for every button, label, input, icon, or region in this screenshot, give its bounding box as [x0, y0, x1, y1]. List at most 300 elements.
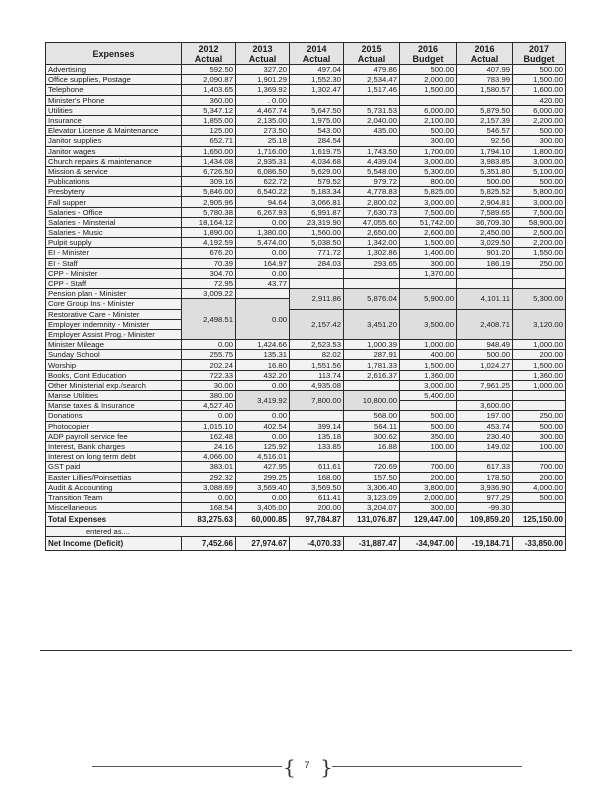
table-row — [46, 350, 566, 360]
row-label: Interest, Bank charges — [46, 441, 182, 451]
table-row — [46, 391, 566, 401]
row-label: Minister Mileage — [46, 340, 182, 350]
cell-value: 300.00 — [400, 503, 457, 513]
cell-value: 125.00 — [182, 126, 236, 136]
cell-value: 5,300.00 — [400, 166, 457, 176]
cell-value: 5,474.00 — [236, 238, 290, 248]
cell-value: 287.91 — [344, 350, 400, 360]
cell-value: 3,000.00 — [400, 380, 457, 390]
cell-value: 133.85 — [290, 441, 344, 451]
row-label: Employer Assist Prog.- Minister — [46, 329, 182, 339]
cell-value: 5,900.00 — [400, 289, 457, 309]
table-row — [46, 431, 566, 441]
table-row — [46, 268, 566, 278]
cell-value: 6,540.22 — [236, 187, 290, 197]
cell-value: 2,100.00 — [400, 115, 457, 125]
cell-value: 3,009.22 — [182, 289, 236, 299]
cell-value — [290, 452, 344, 462]
row-label: Office supplies, Postage — [46, 75, 182, 85]
cell-value: 622.72 — [236, 177, 290, 187]
cell-value: 5,780.38 — [182, 207, 236, 217]
cell-value: 0.00 — [182, 411, 236, 421]
total-row — [46, 513, 566, 527]
cell-value: 6,000.00 — [400, 105, 457, 115]
cell-value: 168.54 — [182, 503, 236, 513]
cell-value: 5,351.80 — [457, 166, 513, 176]
cell-value: 300.00 — [400, 136, 457, 146]
cell-value: 611.61 — [290, 462, 344, 472]
cell-value: 1,580.57 — [457, 85, 513, 95]
cell-value: 3,000.00 — [513, 156, 566, 166]
cell-value: 2,200.00 — [513, 115, 566, 125]
cell-value — [457, 391, 513, 401]
cell-value: 901.20 — [457, 248, 513, 258]
cell-value: 327.20 — [236, 65, 290, 75]
cell-value — [344, 278, 400, 288]
cell-value: 5,038.50 — [290, 238, 344, 248]
cell-value: 300.00 — [513, 136, 566, 146]
cell-value: 1,975.00 — [290, 115, 344, 125]
cell-value: 500.00 — [513, 177, 566, 187]
cell-value: 4,935.08 — [290, 380, 344, 390]
cell-value: 200.00 — [513, 472, 566, 482]
table-row — [46, 441, 566, 451]
cell-value: 1,000.00 — [513, 380, 566, 390]
row-label: Minister's Phone — [46, 95, 182, 105]
cell-value: 1,500.00 — [400, 360, 457, 370]
cell-value: 402.54 — [236, 421, 290, 431]
cell-value: 350.00 — [400, 431, 457, 441]
cell-value: 1,400.00 — [400, 248, 457, 258]
cell-value: 546.57 — [457, 126, 513, 136]
cell-value: 200.00 — [513, 350, 566, 360]
cell-value — [290, 278, 344, 288]
cell-value: 2,534.47 — [344, 75, 400, 85]
cell-value: 149.02 — [457, 441, 513, 451]
cell-value: 0.00 — [182, 492, 236, 502]
cell-value: 1,302.86 — [344, 248, 400, 258]
cell-value: 5,629.00 — [290, 166, 344, 176]
footer-brace-right: } — [320, 755, 333, 779]
cell-value: 0.00 — [236, 268, 290, 278]
cell-value: 5,846.00 — [182, 187, 236, 197]
cell-value: 500.00 — [513, 65, 566, 75]
row-label: Donations — [46, 411, 182, 421]
cell-value: 3,029.50 — [457, 238, 513, 248]
cell-value: 1,650.00 — [182, 146, 236, 156]
cell-value: 3,983.85 — [457, 156, 513, 166]
cell-value: 1,700.00 — [400, 146, 457, 156]
cell-value: 43.77 — [236, 278, 290, 288]
cell-value: 7,589.65 — [457, 207, 513, 217]
cell-value: -99.30 — [457, 503, 513, 513]
row-label: Pension plan - Minister — [46, 289, 182, 299]
cell-value: 3,600.00 — [457, 401, 513, 411]
cell-value: 200.00 — [290, 503, 344, 513]
page-footer — [0, 755, 612, 779]
row-label: Audit & Accounting — [46, 482, 182, 492]
cell-value: 1,380.00 — [236, 228, 290, 238]
cell-value: 135.31 — [236, 350, 290, 360]
cell-value: 400.00 — [400, 350, 457, 360]
cell-value: 611.41 — [290, 492, 344, 502]
table-row — [46, 207, 566, 217]
cell-value: 3,569.50 — [290, 482, 344, 492]
table-row — [46, 278, 566, 288]
cell-value: 2,904.81 — [457, 197, 513, 207]
cell-value: 58,900.00 — [513, 217, 566, 227]
header-col-3: 2014 Actual — [290, 43, 344, 65]
cell-value: 255.75 — [182, 350, 236, 360]
cell-value: 1,000.39 — [344, 340, 400, 350]
table-row — [46, 472, 566, 482]
table-row — [46, 228, 566, 238]
total-label: Total Expenses — [46, 513, 182, 527]
cell-value: 2,408.71 — [457, 309, 513, 340]
cell-value: 5,100.00 — [513, 166, 566, 176]
row-label: Transition Team — [46, 492, 182, 502]
cell-value: 1,403.65 — [182, 85, 236, 95]
header-col-2: 2013 Actual — [236, 43, 290, 65]
row-label: Church repairs & maintenance — [46, 156, 182, 166]
cell-value: 500.00 — [457, 177, 513, 187]
cell-value: 100.00 — [400, 441, 457, 451]
row-label: Salaries - Music — [46, 228, 182, 238]
entered-as-label: entered as.... — [46, 527, 566, 537]
cell-value: 6,726.50 — [182, 166, 236, 176]
cell-value: 2,523.53 — [290, 340, 344, 350]
total-value: 109,859.20 — [457, 513, 513, 527]
table-row — [46, 452, 566, 462]
cell-value: 407.99 — [457, 65, 513, 75]
cell-value: 24.16 — [182, 441, 236, 451]
table-row — [46, 136, 566, 146]
row-label: Manse Utilities — [46, 391, 182, 401]
cell-value: 135.18 — [290, 431, 344, 441]
cell-value: 360.00 — [182, 95, 236, 105]
table-row — [46, 146, 566, 156]
cell-value: 1,901.29 — [236, 75, 290, 85]
cell-value: 1,302.47 — [290, 85, 344, 95]
cell-value: 1,424.66 — [236, 340, 290, 350]
cell-value — [290, 411, 344, 421]
cell-value — [400, 401, 457, 411]
cell-value — [400, 95, 457, 105]
cell-value: 30.00 — [182, 380, 236, 390]
cell-value: 47,055.60 — [344, 217, 400, 227]
cell-value: 2,157.39 — [457, 115, 513, 125]
cell-value: 617.33 — [457, 462, 513, 472]
cell-value: 1,500.00 — [400, 238, 457, 248]
footer-line-right — [332, 766, 522, 767]
cell-value — [236, 289, 290, 299]
net-income-value: 27,974.67 — [236, 537, 290, 551]
net-income-value: -34,947.00 — [400, 537, 457, 551]
cell-value: 0.00 — [236, 411, 290, 421]
table-row — [46, 105, 566, 115]
header-row — [46, 43, 566, 65]
cell-value: 23,319.90 — [290, 217, 344, 227]
cell-value: 3,000.00 — [513, 197, 566, 207]
cell-value: 722.33 — [182, 370, 236, 380]
table-row — [46, 238, 566, 248]
cell-value: 7,500.00 — [400, 207, 457, 217]
row-label: Books, Cont Education — [46, 370, 182, 380]
row-label: Sunday School — [46, 350, 182, 360]
total-value: 83,275.63 — [182, 513, 236, 527]
cell-value — [344, 95, 400, 105]
cell-value — [513, 452, 566, 462]
row-label: Photocopier — [46, 421, 182, 431]
cell-value: 435.00 — [344, 126, 400, 136]
footer-line-left — [92, 766, 282, 767]
cell-value: 5,825.52 — [457, 187, 513, 197]
cell-value: 543.00 — [290, 126, 344, 136]
cell-value: 500.00 — [513, 421, 566, 431]
cell-value: 299.25 — [236, 472, 290, 482]
total-value: 97,784.87 — [290, 513, 344, 527]
cell-value: 2,135.00 — [236, 115, 290, 125]
row-label: Manse taxes & Insurance — [46, 401, 182, 411]
header-col-6: 2016 Actual — [457, 43, 513, 65]
cell-value: 3,204.07 — [344, 503, 400, 513]
cell-value — [513, 268, 566, 278]
cell-value: 5,879.50 — [457, 105, 513, 115]
cell-value: 1,500.00 — [513, 75, 566, 85]
cell-value — [290, 268, 344, 278]
cell-value: . 0.00 — [236, 95, 290, 105]
cell-value: 4,527.40 — [182, 401, 236, 411]
cell-value: 3,451.20 — [344, 309, 400, 340]
cell-value: 783.99 — [457, 75, 513, 85]
row-label: CPP - Minister — [46, 268, 182, 278]
cell-value: 380.00 — [182, 391, 236, 401]
cell-value: 304.70 — [182, 268, 236, 278]
cell-value: 2,650.00 — [344, 228, 400, 238]
cell-value: 70.39 — [182, 258, 236, 268]
row-label: Easter Lillies/Poinsettias — [46, 472, 182, 482]
cell-value — [344, 268, 400, 278]
cell-value: 3,123.09 — [344, 492, 400, 502]
cell-value: 2,090.87 — [182, 75, 236, 85]
table-row — [46, 166, 566, 176]
entered-row — [46, 527, 566, 537]
cell-value: 3,000.00 — [400, 156, 457, 166]
cell-value: 2,200.00 — [513, 238, 566, 248]
table-row — [46, 503, 566, 513]
net-income-value: -4,070.33 — [290, 537, 344, 551]
cell-value: 3,000.00 — [400, 197, 457, 207]
cell-value — [290, 95, 344, 105]
cell-value: 2,616.37 — [344, 370, 400, 380]
cell-value: 1,360.00 — [513, 370, 566, 380]
cell-value: 1,551.56 — [290, 360, 344, 370]
cell-value: 4,439.04 — [344, 156, 400, 166]
cell-value: 200.00 — [400, 472, 457, 482]
cell-value: 6,267.93 — [236, 207, 290, 217]
row-label: Core Group Ins - Minister — [46, 299, 182, 309]
cell-value: 800.00 — [400, 177, 457, 187]
cell-value: 652.71 — [182, 136, 236, 146]
cell-value: 0.00 — [182, 340, 236, 350]
net-income-label: Net Income (Deficit) — [46, 537, 182, 551]
cell-value: 293.65 — [344, 258, 400, 268]
table-row — [46, 289, 566, 299]
table-row — [46, 187, 566, 197]
cell-value: 1,500.00 — [513, 360, 566, 370]
cell-value: 700.00 — [513, 462, 566, 472]
cell-value: 500.00 — [400, 421, 457, 431]
row-label: GST paid — [46, 462, 182, 472]
row-label: Mission & service — [46, 166, 182, 176]
cell-value: 383.01 — [182, 462, 236, 472]
cell-value: 1,015.10 — [182, 421, 236, 431]
cell-value: 250.00 — [513, 258, 566, 268]
cell-value — [400, 278, 457, 288]
cell-value: 568.00 — [344, 411, 400, 421]
cell-value: 3,569.40 — [236, 482, 290, 492]
row-label: Publications — [46, 177, 182, 187]
cell-value — [344, 452, 400, 462]
cell-value: 479.86 — [344, 65, 400, 75]
cell-value — [513, 391, 566, 401]
cell-value: 0.00 — [236, 492, 290, 502]
row-label: Janitor wages — [46, 146, 182, 156]
cell-value: 3,120.00 — [513, 309, 566, 340]
cell-value: 5,400.00 — [400, 391, 457, 401]
cell-value — [513, 278, 566, 288]
table-row — [46, 217, 566, 227]
cell-value: 162.48 — [182, 431, 236, 441]
header-col-5: 2016 Budget — [400, 43, 457, 65]
cell-value: 1,434.08 — [182, 156, 236, 166]
footer-brace-left: { — [283, 755, 296, 779]
row-label: Miscellaneous — [46, 503, 182, 513]
cell-value: 5,876.04 — [344, 289, 400, 309]
header-col-7: 2017 Budget — [513, 43, 566, 65]
cell-value: 5,647.50 — [290, 105, 344, 115]
cell-value: 500.00 — [513, 126, 566, 136]
cell-value: 230.40 — [457, 431, 513, 441]
row-label: Insurance — [46, 115, 182, 125]
cell-value: 164.97 — [236, 258, 290, 268]
cell-value: 2,000.00 — [400, 75, 457, 85]
cell-value — [457, 278, 513, 288]
row-label: EI - Minister — [46, 248, 182, 258]
row-label: Pulpit supply — [46, 238, 182, 248]
row-label: Presbytery — [46, 187, 182, 197]
cell-value: 1,000.00 — [400, 340, 457, 350]
cell-value: 0.00 — [236, 380, 290, 390]
cell-value: 500.00 — [457, 350, 513, 360]
cell-value: 10,800.00 — [344, 391, 400, 411]
net-income-value: -19,184.71 — [457, 537, 513, 551]
row-label: ADP payroll service fee — [46, 431, 182, 441]
cell-value: 3,800.00 — [400, 482, 457, 492]
cell-value: 72.95 — [182, 278, 236, 288]
cell-value: 309.16 — [182, 177, 236, 187]
expenses-sheet — [45, 42, 565, 551]
cell-value: 4,516.01 — [236, 452, 290, 462]
cell-value: 3,088.69 — [182, 482, 236, 492]
cell-value: 7,800.00 — [290, 391, 344, 411]
row-label: EI - Staff — [46, 258, 182, 268]
header-col-1: 2012 Actual — [182, 43, 236, 65]
cell-value: 300.62 — [344, 431, 400, 441]
page-rule — [40, 650, 572, 651]
table-row — [46, 258, 566, 268]
cell-value: 5,183.34 — [290, 187, 344, 197]
cell-value: 420.00 — [513, 95, 566, 105]
cell-value: 92.56 — [457, 136, 513, 146]
cell-value: 94.64 — [236, 197, 290, 207]
row-label: Employer indemnity - Minister — [46, 319, 182, 329]
table-row — [46, 411, 566, 421]
cell-value: 3,936.90 — [457, 482, 513, 492]
cell-value: 2,800.02 — [344, 197, 400, 207]
row-label: Restorative Care - Minister — [46, 309, 182, 319]
cell-value: 113.74 — [290, 370, 344, 380]
cell-value: 3,500.00 — [400, 309, 457, 340]
total-value: 60,000.85 — [236, 513, 290, 527]
cell-value: 3,419.92 — [236, 391, 290, 411]
net-income-value: 7,452.66 — [182, 537, 236, 551]
table-row — [46, 370, 566, 380]
cell-value: 4,778.83 — [344, 187, 400, 197]
cell-value: 427.95 — [236, 462, 290, 472]
cell-value: 3,066.81 — [290, 197, 344, 207]
cell-value: 6,086.50 — [236, 166, 290, 176]
cell-value: 7,961.25 — [457, 380, 513, 390]
cell-value: 5,347.12 — [182, 105, 236, 115]
cell-value: 5,800.00 — [513, 187, 566, 197]
cell-value: 5,300.00 — [513, 289, 566, 309]
total-value: 129,447.00 — [400, 513, 457, 527]
cell-value: 18,164.12 — [182, 217, 236, 227]
cell-value: 977.29 — [457, 492, 513, 502]
cell-value: 16.88 — [344, 441, 400, 451]
cell-value: 284.54 — [290, 136, 344, 146]
cell-value: 3,306.40 — [344, 482, 400, 492]
cell-value: 7,500.00 — [513, 207, 566, 217]
cell-value: 592.50 — [182, 65, 236, 75]
cell-value: 1,024.27 — [457, 360, 513, 370]
cell-value: 1,552.30 — [290, 75, 344, 85]
cell-value — [457, 95, 513, 105]
cell-value: 1,743.50 — [344, 146, 400, 156]
total-value: 125,150.00 — [513, 513, 566, 527]
cell-value: 0.00 — [236, 299, 290, 340]
cell-value: 284.03 — [290, 258, 344, 268]
cell-value: 0.00 — [236, 217, 290, 227]
cell-value: 4,000.00 — [513, 482, 566, 492]
cell-value: 453.74 — [457, 421, 513, 431]
table-row — [46, 197, 566, 207]
cell-value: 2,935.31 — [236, 156, 290, 166]
cell-value: 399.14 — [290, 421, 344, 431]
table-row — [46, 421, 566, 431]
cell-value: 168.00 — [290, 472, 344, 482]
cell-value: 51,742.00 — [400, 217, 457, 227]
cell-value: 4,034.68 — [290, 156, 344, 166]
cell-value: 202.24 — [182, 360, 236, 370]
cell-value: 2,905.96 — [182, 197, 236, 207]
cell-value: 2,498.51 — [182, 299, 236, 340]
cell-value: 579.52 — [290, 177, 344, 187]
cell-value: 1,560.00 — [290, 228, 344, 238]
row-label: Utilities — [46, 105, 182, 115]
cell-value: 2,040.00 — [344, 115, 400, 125]
